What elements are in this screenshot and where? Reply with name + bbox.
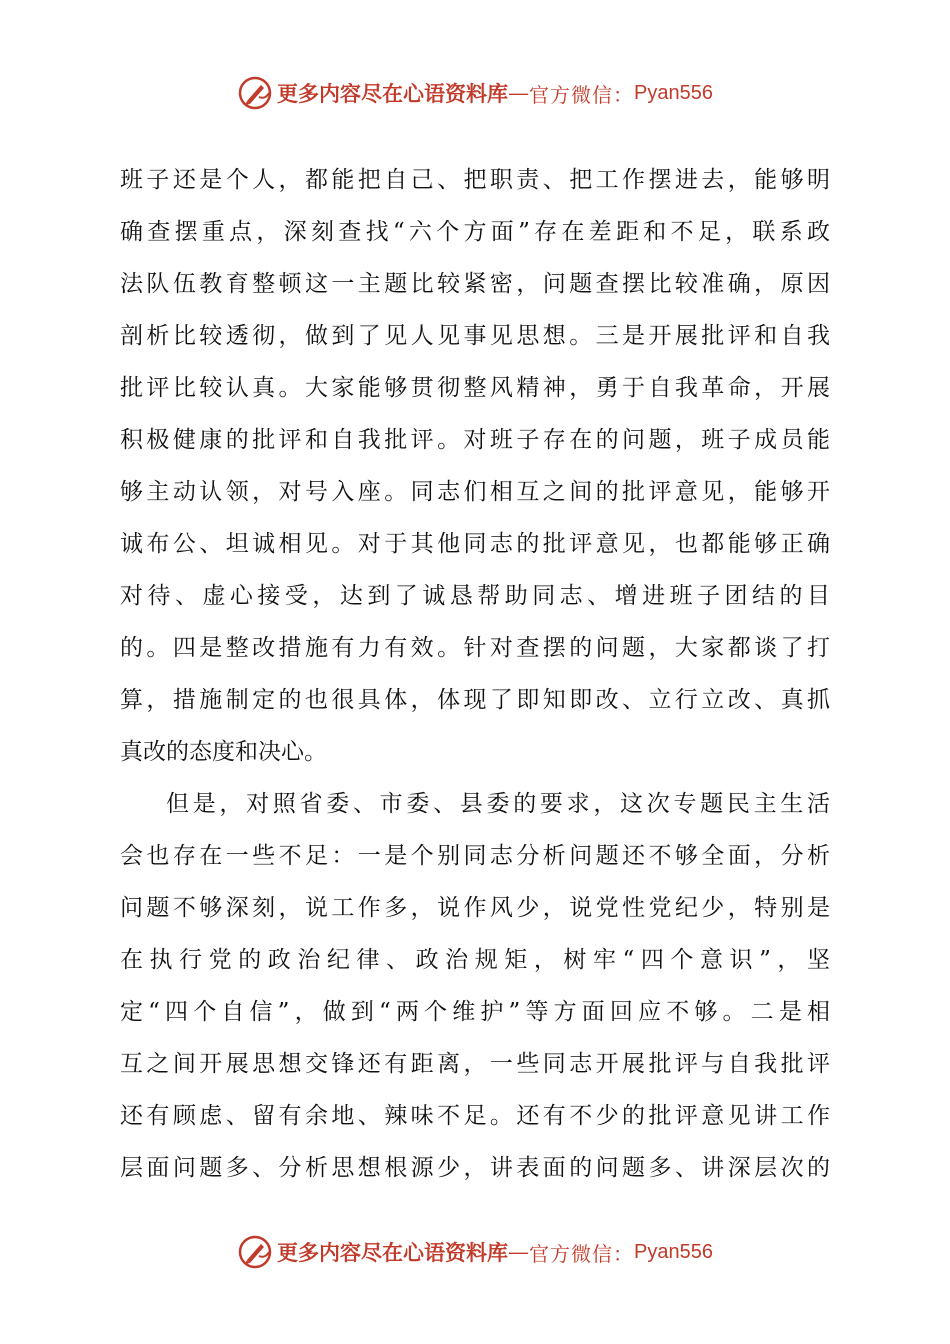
text-line: 够主动认领，对号入座。同志们相互之间的批评意见，能够开 — [120, 479, 830, 505]
footer-banner — [0, 1232, 950, 1272]
text-line: 定“四个自信”，做到“两个维护”等方面回应不够。二是相 — [120, 999, 830, 1025]
paragraph-1 — [120, 154, 830, 778]
text-line: 确查摆重点，深刻查找“六个方面”存在差距和不足，联系政 — [120, 219, 830, 245]
banner-account: Pyan556 — [634, 1240, 713, 1263]
pen-logo-icon — [237, 75, 273, 111]
text-line: 班子还是个人，都能把自己、把职责、把工作摆进去，能够明 — [120, 167, 830, 193]
text-line: 的。四是整改措施有力有效。针对查摆的问题，大家都谈了打 — [120, 635, 830, 661]
text-line: 积极健康的批评和自我批评。对班子存在的问题，班子成员能 — [120, 427, 830, 453]
text-line: 剖析比较透彻，做到了见人见事见思想。三是开展批评和自我 — [120, 323, 830, 349]
banner-title: 更多内容尽在心语资料库 — [277, 81, 509, 106]
header-banner — [0, 73, 950, 113]
text-line: 对待、虚心接受，达到了诚恳帮助同志、增进班子团结的目 — [120, 583, 830, 609]
banner-account: Pyan556 — [634, 81, 713, 104]
text-line: 问题不够深刻，说工作多，说作风少，说党性党纪少，特别是 — [120, 895, 830, 921]
text-line: 互之间开展思想交锋还有距离，一些同志开展批评与自我批评 — [120, 1051, 830, 1077]
text-line: 还有顾虑、留有余地、辣味不足。还有不少的批评意见讲工作 — [120, 1103, 830, 1129]
text-line: 算，措施制定的也很具体，体现了即知即改、立行立改、真抓 — [120, 687, 830, 713]
banner-wechat-label: 官方微信： — [529, 82, 635, 107]
pen-logo-icon — [237, 1234, 273, 1270]
banner-separator: — — [508, 1240, 530, 1264]
text-line: 法队伍教育整顿这一主题比较紧密，问题查摆比较准确，原因 — [120, 271, 830, 297]
text-line: 批评比较认真。大家能够贯彻整风精神，勇于自我革命，开展 — [120, 375, 830, 401]
banner-separator: — — [508, 81, 530, 105]
text-line: 会也存在一些不足：一是个别同志分析问题还不够全面，分析 — [120, 843, 830, 869]
text-line: 在执行党的政治纪律、政治规矩，树牢“四个意识”，坚 — [120, 947, 830, 973]
banner-title: 更多内容尽在心语资料库 — [277, 1240, 509, 1265]
paragraph-2 — [120, 778, 830, 1194]
text-line: 诚布公、坦诚相见。对于其他同志的批评意见，也都能够正确 — [120, 531, 830, 557]
banner-wechat-label: 官方微信： — [529, 1241, 635, 1266]
text-line: 但是，对照省委、市委、县委的要求，这次专题民主生活 — [166, 791, 830, 817]
text-line: 层面问题多、分析思想根源少，讲表面的问题多、讲深层次的 — [120, 1155, 830, 1181]
text-line: 真改的态度和决心。 — [120, 739, 327, 765]
